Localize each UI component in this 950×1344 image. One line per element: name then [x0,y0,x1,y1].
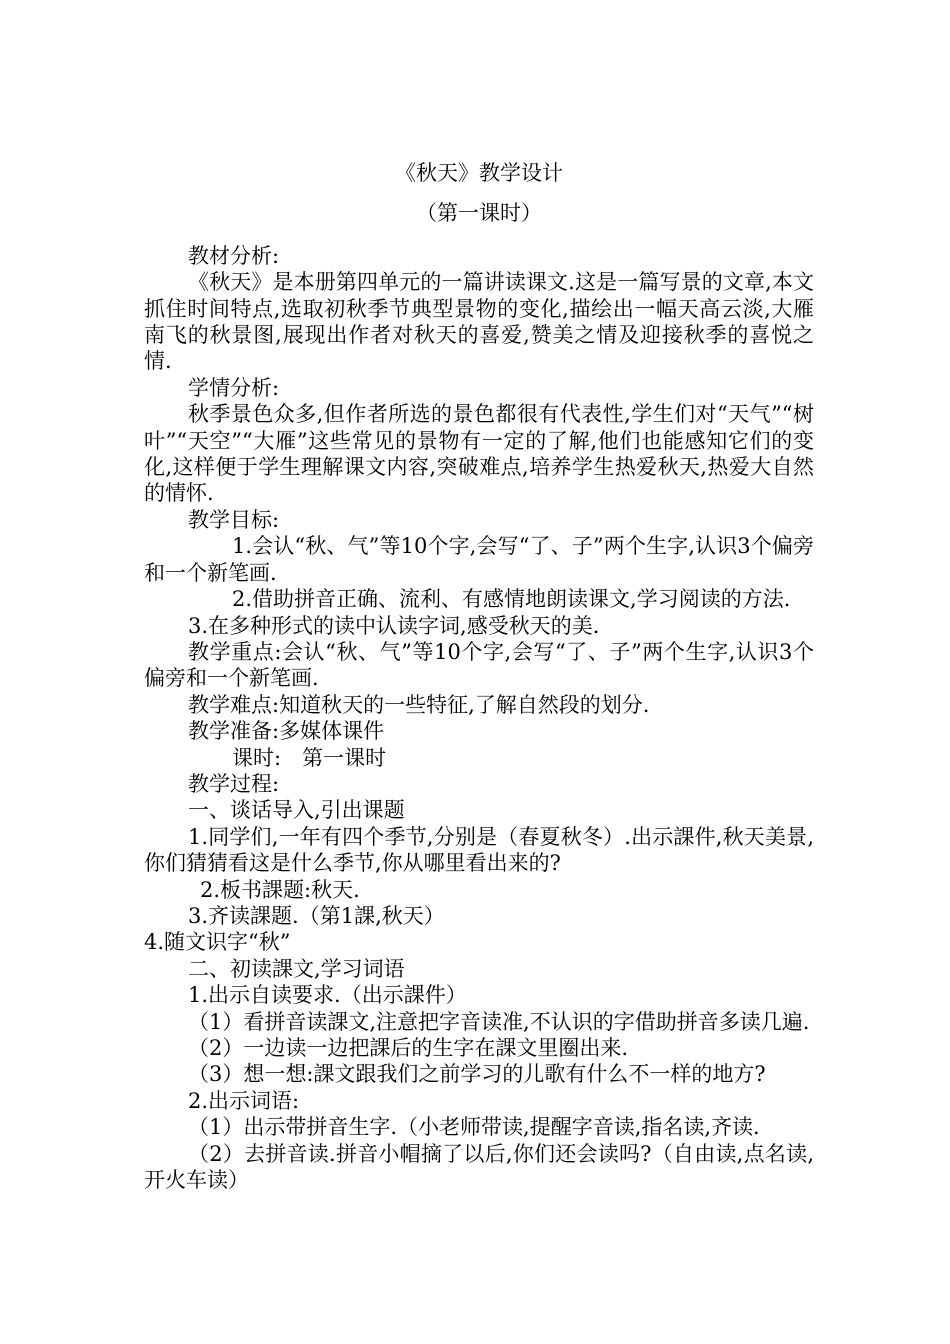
section-1-step-1: 1.同学们,一年有四个季节,分别是（春夏秋冬）.出示課件,秋天美景,你们猜猜看这是什么季节,你从哪里看出来的? [144,824,814,876]
class-period: 课时: 第一课时 [232,745,387,770]
section-2-step-1: 1.出示自读要求.（出示課件） [188,983,467,1008]
section-1-heading: 一、谈话导入,引出课题 [188,798,405,823]
section-1-step-3: 3.齐读課题.（第1課,秋天） [188,903,445,928]
section-2-step-2-sub-1: （1）出示带拼音生字.（小老师带读,提醒字音读,指名读,齐读. [188,1115,760,1140]
section-2-step-2-sub-2: （2）去拼音读.拼音小帽摘了以后,你们还会读吗?（自由读,点名读,开火车读） [144,1141,814,1193]
section-2-sub-3: （3）想一想:課文跟我们之前学习的儿歌有什么不一样的地方? [188,1062,766,1087]
heading-student-analysis: 学情分析: [188,375,280,400]
section-2-heading: 二、初读課文,学习词语 [188,956,405,981]
goal-item-1: 1.会认“秋、气”等10个字,会写“了、子”两个生字,认识3个偏旁和一个新笔画. [144,534,814,585]
section-2-step-2: 2.出示词语: [188,1088,300,1113]
teaching-preparation: 教学准备:多媒体课件 [188,719,385,744]
heading-teaching-goals: 教学目标: [188,507,280,532]
teaching-key-points: 教学重点:会认“秋、气”等10个字,会写“了、子”两个生字,认识3个偏旁和一个新笔画. [144,639,814,691]
document-subtitle: （第一课时） [416,201,542,226]
goal-item-2: 2.借助拼音正确、流利、有感情地朗读课文,学习阅读的方法. [232,587,791,612]
section-2-sub-2: （2）一边读一边把課后的生字在課文里圈出来. [188,1036,629,1060]
heading-teaching-process: 教学过程: [188,771,280,796]
section-2-sub-1: （1）看拼音读課文,注意把字音读准,不认识的字借助拼音多读几遍. [188,1009,810,1034]
section-1-step-4: 4.随文识字“秋” [144,930,291,955]
teaching-difficulties: 教学难点:知道秋天的一些特征,了解自然段的划分. [188,692,650,717]
paragraph-material-analysis: 《秋天》是本册第四单元的一篇讲读课文.这是一篇写景的文章,本文抓住时间特点,选取初秋季节典型景物的变化,描绘出一幅天高云淡,大雁南飞的秋景图,展现出作者对秋天的喜爱,赞美之情及迎接秋季的喜悦之情. [144,270,814,374]
document-title: 《秋天》教学设计 [395,161,563,185]
section-1-step-2: 2.板书課题:秋天. [200,877,360,902]
goal-item-3: 3.在多种形式的读中认读字词,感受秋天的美. [188,613,600,638]
paragraph-student-analysis: 秋季景色众多,但作者所选的景色都很有代表性,学生们对“天气”“树叶”“天空”“大雁”这些常见的景物有一定的了解,他们也能感知它们的变化,这样便于学生理解课文内容,突破难点,培养学生热爱秋天,热爱大自然的情怀. [144,402,814,506]
document-page [144,160,814,1193]
heading-material-analysis: 教材分析: [188,243,280,268]
